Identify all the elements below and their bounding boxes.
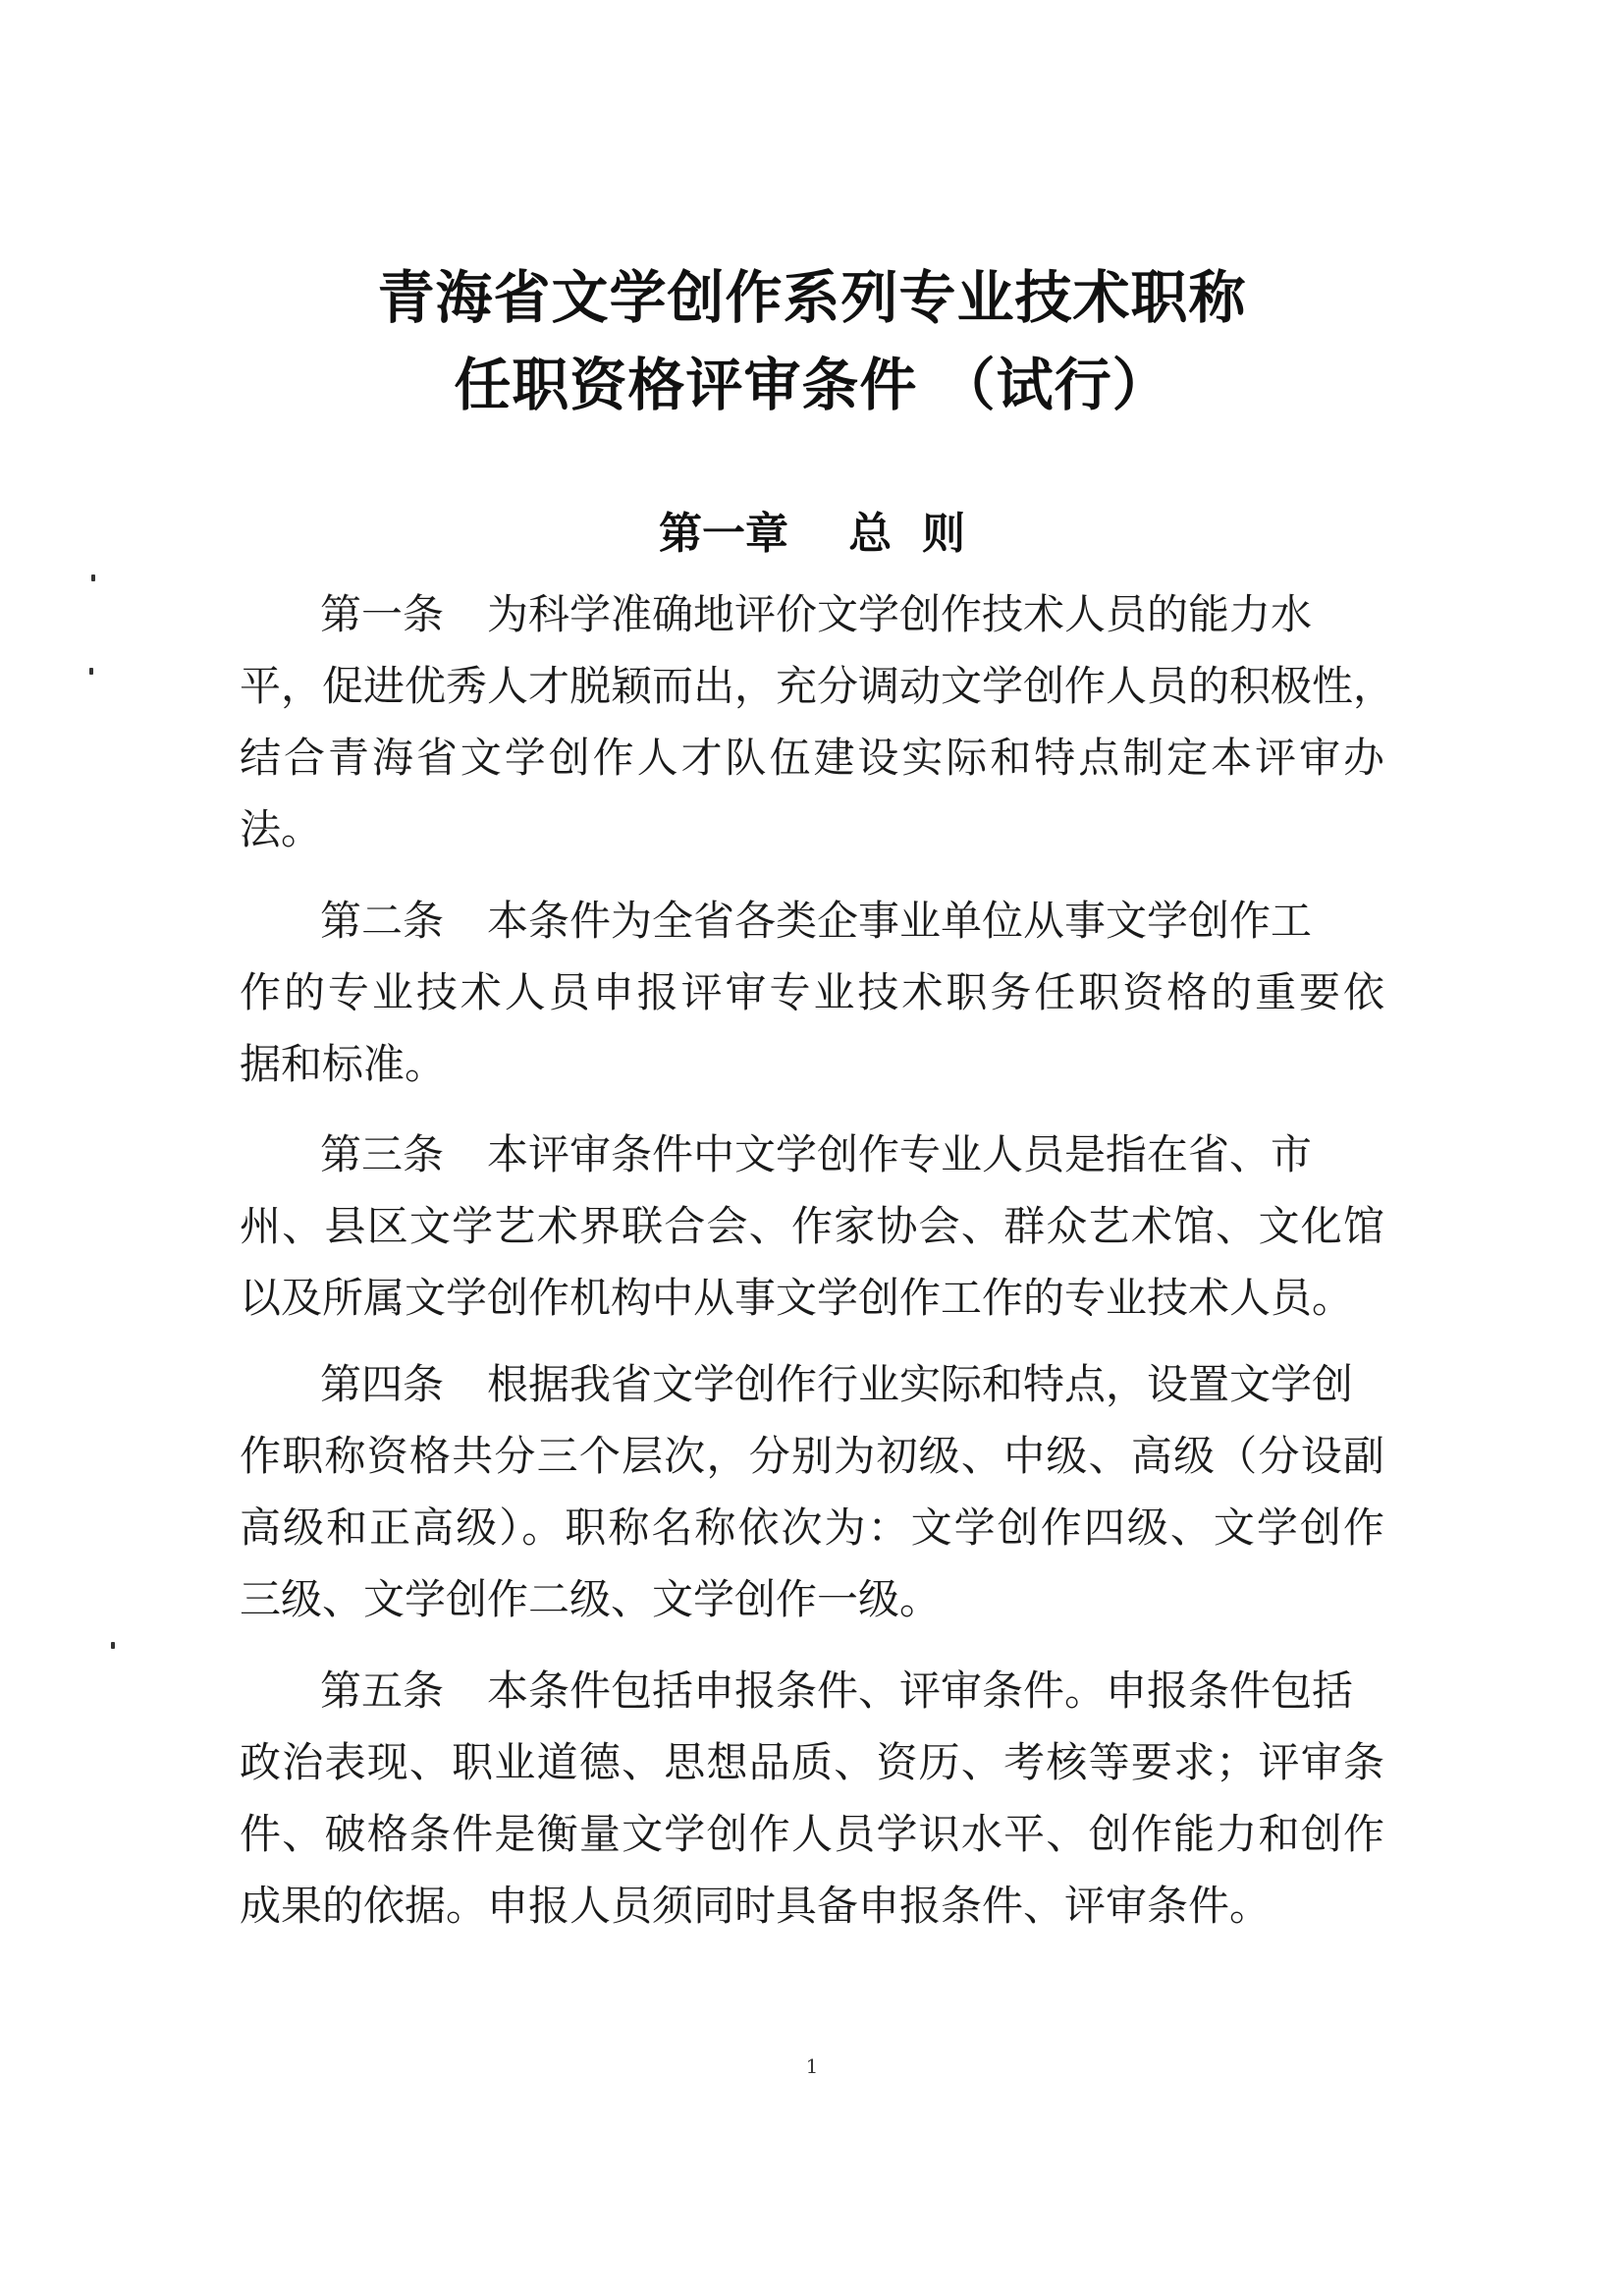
document-title-line-1: 青海省文学创作系列专业技术职称	[377, 264, 1247, 331]
article-5-line-2: 政治表现、职业道德、思想品质、资历、考核等要求；评审条	[240, 1738, 1384, 1786]
article-4-label: 第四条	[320, 1360, 445, 1408]
article-4-line-3: 高级和正高级）。职称名称依次为：文学创作四级、文学创作	[240, 1503, 1384, 1552]
article-1-line-3: 结合青海省文学创作人才队伍建设实际和特点制定本评审办	[240, 734, 1384, 782]
article-1-line-1	[320, 585, 1312, 644]
article-5-line-4: 成果的依据。申报人员须同时具备申报条件、评审条件。	[240, 1882, 1272, 1930]
article-2-line-1	[320, 892, 1312, 951]
article-3-text: 本评审条件中文学创作专业人员是指在省、市	[487, 1130, 1313, 1178]
article-1-line-2: 平，促进优秀人才脱颖而出，充分调动文学创作人员的积极性，	[240, 662, 1395, 710]
scan-speck	[111, 1642, 115, 1649]
article-3-line-1	[320, 1125, 1312, 1184]
article-5-line-3: 件、破格条件是衡量文学创作人员学识水平、创作能力和创作	[240, 1810, 1384, 1858]
article-2-text: 本条件为全省各类企事业单位从事文学创作工	[487, 897, 1313, 945]
article-5-line-1	[320, 1662, 1353, 1721]
article-2-line-3: 据和标准。	[240, 1040, 447, 1088]
article-4-line-4: 三级、文学创作二级、文学创作一级。	[240, 1575, 942, 1623]
article-4-text: 根据我省文学创作行业实际和特点，设置文学创	[487, 1360, 1354, 1408]
article-3-line-2: 州、县区文学艺术界联合会、作家协会、群众艺术馆、文化馆	[240, 1202, 1384, 1250]
scan-speck	[89, 668, 93, 675]
document-title-line-2: 任职资格评审条件 （试行）	[454, 352, 1170, 418]
article-5-label: 第五条	[320, 1667, 445, 1715]
article-2-label: 第二条	[320, 897, 445, 945]
article-2-line-2: 作的专业技术人员申报评审专业技术职务任职资格的重要依	[240, 968, 1384, 1016]
article-1-label: 第一条	[320, 590, 445, 638]
scan-speck	[91, 574, 95, 581]
article-3-line-3: 以及所属文学创作机构中从事文学创作工作的专业技术人员。	[240, 1274, 1354, 1322]
article-5-text: 本条件包括申报条件、评审条件。申报条件包括	[487, 1667, 1354, 1715]
article-1-text: 为科学准确地评价文学创作技术人员的能力水	[487, 590, 1313, 638]
article-3-label: 第三条	[320, 1130, 445, 1178]
article-1-line-4: 法。	[240, 805, 323, 853]
page-number: 1	[805, 2054, 819, 2078]
article-4-line-2: 作职称资格共分三个层次，分别为初级、中级、高级（分设副	[240, 1432, 1384, 1480]
article-4-line-1	[320, 1355, 1353, 1414]
chapter-heading: 第一章 总 则	[659, 509, 965, 559]
